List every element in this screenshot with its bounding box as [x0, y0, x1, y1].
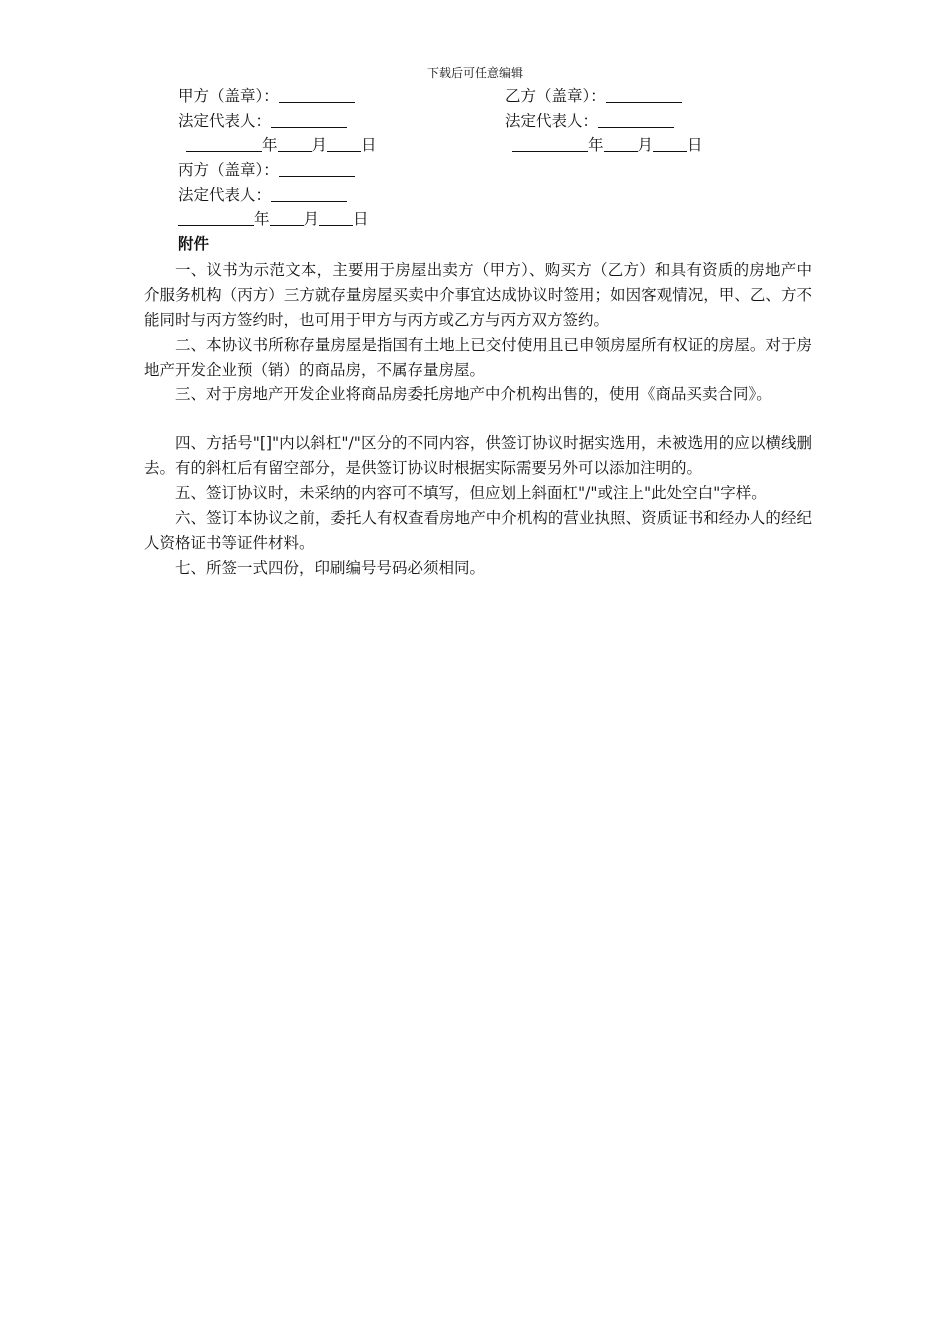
year-blank [186, 135, 262, 152]
party-c-legal-rep-line [178, 183, 347, 207]
party-a-date-line [186, 133, 377, 157]
party-a-legal-rep-blank [271, 111, 347, 128]
year-blank [512, 135, 588, 152]
year-blank [178, 209, 254, 226]
attachment-item-4: 四、方括号"[]"内以斜杠"/"区分的不同内容，供签订协议时据实选用，未被选用的应以横线删去。有的斜杠后有留空部分，是供签订协议时根据实际需要另外可以添加注明的。 [144, 434, 812, 477]
attachment-item-2: 二、本协议书所称存量房屋是指国有土地上已交付使用且已申领房屋所有权证的房屋。对于房地产开发企业预（销）的商品房，不属存量房屋。 [144, 336, 812, 379]
month-label: 月 [303, 210, 320, 228]
year-label: 年 [262, 136, 278, 154]
day-label: 日 [361, 136, 377, 154]
party-b-legal-rep-blank [598, 111, 674, 128]
party-b-date-line [512, 133, 703, 157]
party-a-seal-blank [279, 86, 355, 103]
attachment-item-3: 三、对于房地产开发企业将商品房委托房地产中介机构出售的，使用《商品买卖合同》。 [175, 385, 772, 403]
month-blank [270, 209, 304, 226]
day-label: 日 [353, 210, 369, 228]
legal-rep-label: 法定代表人： [178, 186, 272, 204]
party-a-seal-label: 甲方（盖章）： [178, 87, 279, 105]
legal-rep-label: 法定代表人： [178, 112, 272, 130]
party-c-seal-line [178, 158, 355, 182]
attachment-item-7: 七、所签一式四份，印刷编号号码必须相同。 [175, 559, 486, 577]
party-c-seal-label: 丙方（盖章）： [178, 161, 279, 179]
party-b-seal-line [505, 84, 682, 108]
day-blank [319, 209, 353, 226]
party-c-legal-rep-blank [271, 185, 347, 202]
party-a-seal-line [178, 84, 355, 108]
year-label: 年 [588, 136, 604, 154]
attachment-item-5: 五、签订协议时，未采纳的内容可不填写，但应划上斜面杠"/"或注上"此处空白"字样。 [175, 484, 767, 502]
attachment-title: 附件 [178, 234, 210, 253]
party-b-seal-blank [606, 86, 682, 103]
day-blank [327, 135, 361, 152]
month-label: 月 [311, 136, 328, 154]
year-label: 年 [254, 210, 270, 228]
attachment-item-1: 一、议书为示范文本，主要用于房屋出卖方（甲方）、购买方（乙方）和具有资质的房地产中介服务机构（丙方）三方就存量房屋买卖中介事宜达成协议时签用；如因客观情况，甲、乙、方不能同时与丙方签约时，也可用于甲方与丙方或乙方与丙方双方签约。 [144, 261, 812, 329]
party-c-seal-blank [279, 160, 355, 177]
party-a-legal-rep-line [178, 109, 347, 133]
attachment-item-6: 六、签订本协议之前，委托人有权查看房地产中介机构的营业执照、资质证书和经办人的经纪人资格证书等证件材料。 [144, 509, 812, 552]
party-c-date-line [178, 207, 369, 231]
legal-rep-label: 法定代表人： [505, 112, 599, 130]
party-b-seal-label: 乙方（盖章）： [505, 87, 606, 105]
page-header: 下载后可任意编辑 [426, 66, 523, 80]
month-blank [278, 135, 312, 152]
month-label: 月 [637, 136, 654, 154]
day-label: 日 [687, 136, 703, 154]
day-blank [653, 135, 687, 152]
month-blank [604, 135, 638, 152]
party-b-legal-rep-line [505, 109, 674, 133]
